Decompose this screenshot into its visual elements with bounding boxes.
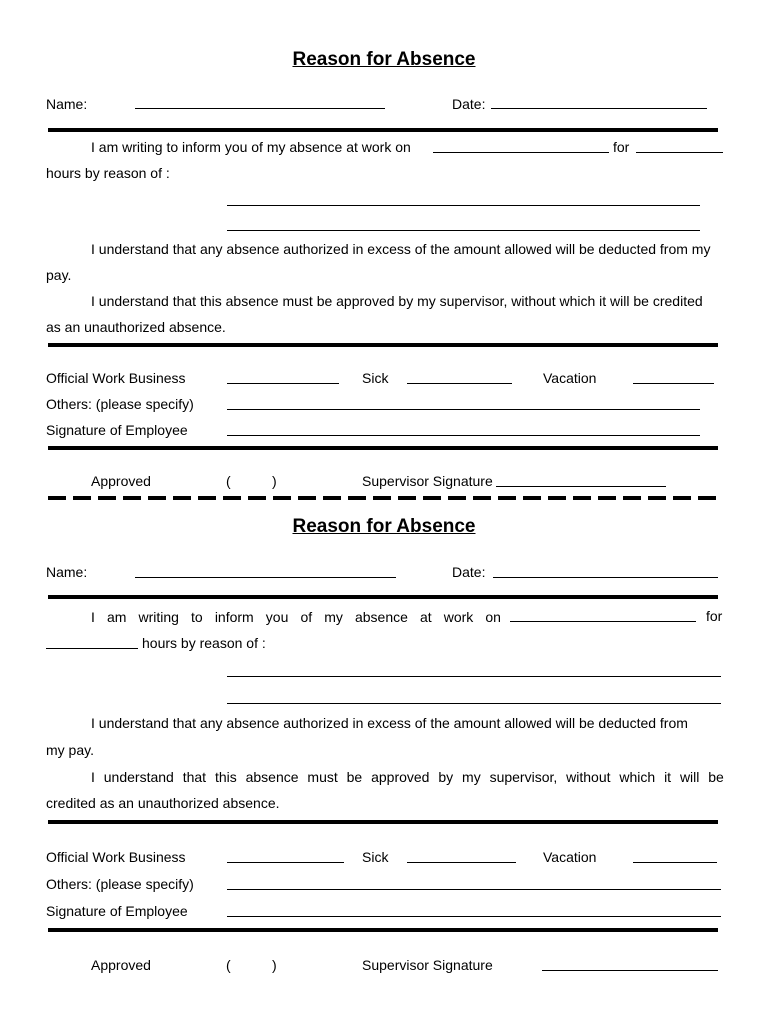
paragraph-word: will — [679, 769, 700, 785]
form2-paragraph-3-line-1 — [91, 769, 724, 785]
paragraph-word: must — [307, 769, 338, 785]
paragraph-word: inform — [214, 609, 254, 625]
form2-paragraph-2-line-2: my pay. — [46, 742, 94, 758]
form2-hours-field[interactable] — [46, 648, 138, 649]
form1-sick-label: Sick — [362, 370, 389, 386]
form2-vacation-field[interactable] — [633, 862, 717, 863]
form2-official-label: Official Work Business — [46, 849, 186, 865]
paragraph-word: I — [91, 769, 95, 785]
form1-paragraph-2-line-1: I understand that any absence authorized in excess of the amount allowed will be deducted from my — [91, 241, 711, 257]
form2-reason-label: hours by reason of : — [142, 635, 266, 651]
form1-for-label: for — [613, 139, 630, 155]
form2-for-label: for — [706, 608, 723, 624]
paragraph-word: to — [191, 609, 203, 625]
paragraph-word: without — [566, 769, 611, 785]
form1-divider-top — [48, 128, 718, 132]
form1-absence-date-field[interactable] — [433, 152, 609, 153]
form1-reason-line-1[interactable] — [227, 205, 700, 206]
form1-name-label: Name: — [46, 96, 88, 112]
form2-reason-line-1[interactable] — [227, 676, 721, 677]
paragraph-word: that — [182, 769, 207, 785]
form2-paragraph-2-line-1: I understand that any absence authorized in excess of the amount allowed will be deducted from — [91, 715, 688, 731]
form1-signature-label: Signature of Employee — [46, 422, 188, 438]
form1-date-field[interactable] — [491, 108, 707, 109]
form1-supervisor-field[interactable] — [496, 486, 666, 487]
form2-official-field[interactable] — [227, 862, 344, 863]
form1-supervisor-label: Supervisor Signature — [362, 473, 493, 489]
paragraph-word: of — [300, 609, 313, 625]
form1-paragraph-2-line-2: pay. — [46, 267, 72, 283]
paragraph-word: work — [443, 609, 474, 625]
form1-others-label: Others: (please specify) — [46, 396, 194, 412]
form1-divider-middle — [48, 343, 718, 347]
form1-vacation-field[interactable] — [633, 383, 714, 384]
paragraph-word: be — [708, 769, 724, 785]
form2-reason-line-2[interactable] — [227, 703, 721, 704]
form2-approved-label: Approved — [91, 957, 151, 973]
form1-divider-bottom — [48, 446, 718, 450]
form1-hours-field[interactable] — [636, 152, 723, 153]
paragraph-word: my — [324, 609, 343, 625]
paragraph-word: my — [462, 769, 481, 785]
paragraph-word: approved — [371, 769, 430, 785]
cut-line-divider — [48, 496, 718, 500]
form2-name-field[interactable] — [135, 577, 396, 578]
form2-divider-middle — [48, 820, 718, 824]
form1-vacation-label: Vacation — [543, 370, 597, 386]
form2-paragraph-1-text — [91, 609, 501, 625]
form2-vacation-label: Vacation — [543, 849, 597, 865]
form2-absence-date-field[interactable] — [510, 621, 696, 622]
form1-reason-line-2[interactable] — [227, 230, 700, 231]
form1-approval-paren-open: ( — [226, 473, 231, 489]
paragraph-word: which — [619, 769, 656, 785]
form2-divider-bottom — [48, 928, 718, 932]
form2-supervisor-field[interactable] — [542, 970, 718, 971]
form1-approved-label: Approved — [91, 473, 151, 489]
paragraph-word: it — [664, 769, 672, 785]
form2-signature-field[interactable] — [227, 916, 721, 917]
form2-title: Reason for Absence — [292, 516, 476, 537]
form2-divider-top — [48, 595, 718, 599]
form1-paragraph-1-text: I am writing to inform you of my absence at work on — [91, 139, 411, 155]
paragraph-word: by — [438, 769, 454, 785]
form2-others-field[interactable] — [227, 889, 721, 890]
form1-sick-field[interactable] — [407, 383, 512, 384]
form1-official-label: Official Work Business — [46, 370, 186, 386]
form2-approval-paren-close: ) — [272, 957, 277, 973]
paragraph-word: supervisor, — [489, 769, 558, 785]
form2-signature-label: Signature of Employee — [46, 903, 188, 919]
form1-paragraph-3-line-1: I understand that this absence must be approved by my supervisor, without which it will be credited — [91, 293, 703, 309]
form1-paragraph-3-line-2: as an unauthorized absence. — [46, 319, 226, 335]
form1-date-label: Date: — [452, 96, 486, 112]
paragraph-word: this — [214, 769, 237, 785]
form1-official-field[interactable] — [227, 383, 339, 384]
paragraph-word: absence — [245, 769, 299, 785]
paragraph-word: you — [265, 609, 289, 625]
form2-sick-label: Sick — [362, 849, 389, 865]
form2-others-label: Others: (please specify) — [46, 876, 194, 892]
form2-supervisor-label: Supervisor Signature — [362, 957, 493, 973]
form2-paragraph-3-line-2: credited as an unauthorized absence. — [46, 795, 280, 811]
form1-title: Reason for Absence — [292, 49, 476, 70]
form2-date-label: Date: — [452, 564, 486, 580]
paragraph-word: I — [91, 609, 95, 625]
form1-name-field[interactable] — [135, 108, 385, 109]
form2-name-label: Name: — [46, 564, 88, 580]
form2-approval-paren-open: ( — [226, 957, 231, 973]
paragraph-word: writing — [138, 609, 179, 625]
paragraph-word: at — [419, 609, 432, 625]
paragraph-word: be — [346, 769, 363, 785]
form1-others-field[interactable] — [227, 409, 700, 410]
paragraph-word: am — [106, 609, 127, 625]
form2-date-field[interactable] — [493, 577, 718, 578]
paragraph-word: on — [485, 609, 501, 625]
form1-reason-label: hours by reason of : — [46, 165, 170, 181]
form1-signature-field[interactable] — [227, 435, 700, 436]
paragraph-word: absence — [354, 609, 408, 625]
paragraph-word: understand — [103, 769, 174, 785]
form1-approval-paren-close: ) — [272, 473, 277, 489]
form2-sick-field[interactable] — [407, 862, 516, 863]
